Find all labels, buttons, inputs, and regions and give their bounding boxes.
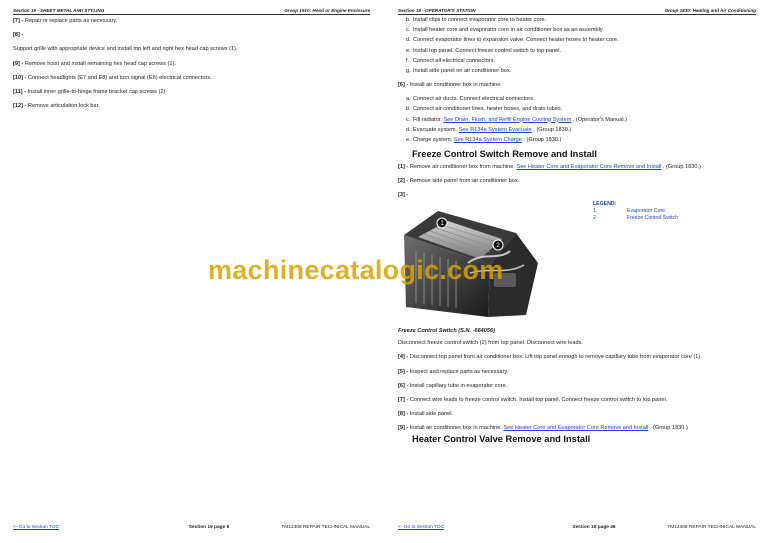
list-item: c. Fill radiator. See Drain, Flush, and Refill Engine Cooling System . (Operator's Manual.) — [406, 116, 628, 123]
page-header — [398, 8, 756, 15]
list-item: e. Install top panel. Connect freeze control switch to top panel. — [406, 47, 562, 54]
step: [9] - Remove hoist and install remaining hex head cap screws (1). — [13, 60, 176, 67]
manual-title: TM12408 REPAIR TECHNICAL MANUAL — [281, 525, 370, 530]
step: [9] - Install air conditioner box in machine. See Heater Core and Evaporator Core Remove and Install . (Group 1830.) — [398, 425, 688, 432]
list-item: a. Connect air ducts. Connect electrical connectors. — [406, 96, 535, 103]
manual-title: TM12408 REPAIR TECHNICAL MANUAL — [667, 525, 756, 530]
callout-2: 2 — [496, 243, 500, 250]
step: [10] - Connect headlights (E7 and E8) and turn signal (E6) electrical connectors. — [13, 74, 212, 81]
step: [6] - Install air conditioner box in machine. — [398, 81, 502, 88]
page-number: Section 19 page 9 — [188, 525, 230, 530]
page-number: Section 18 page 46 — [572, 525, 616, 530]
step: [4] - Disconnect top panel from air conditioner box. Lift top panel enough to remove capillary tube from evaporator core (1). — [398, 354, 702, 361]
section-heading: Freeze Control Switch Remove and Install — [412, 148, 597, 159]
cross-reference-link[interactable]: See R134a System Evacuate — [458, 126, 532, 133]
support-text: Support grille with appropriate device and install top left and right hex head cap screws (1). — [13, 46, 238, 53]
cross-reference-link[interactable]: See Heater Core and Evaporator Core Remove and Install — [503, 425, 649, 432]
cross-reference-link[interactable]: See Drain, Flush, and Refill Engine Cooling System — [443, 116, 572, 123]
section-toc-link[interactable]: <- Go to Section TOC — [398, 525, 445, 530]
step: [1] - Remove air conditioner box from machine. See Heater Core and Evaporator Core Remove and Install . (Group 1830.) — [398, 163, 701, 170]
header-group: Group 1830: Heating and Air Conditioning — [664, 8, 756, 13]
step: [8] - — [13, 32, 24, 39]
step: [8] - Install side panel. — [398, 411, 454, 418]
legend-item: 2 Freeze Control Switch — [593, 215, 679, 222]
page-footer — [13, 525, 370, 530]
list-item: e. Charge system. See R134a System Charge . (Group 1830.) — [406, 136, 562, 143]
page-header — [13, 8, 370, 15]
list-item: f. Connect all electrical connectors. — [406, 57, 496, 64]
list-item: b. Connect air conditioner lines, heater hoses, and drain tubes. — [406, 106, 563, 113]
list-item: d. Connect evaporator lines to expansion valve. Connect heater hoses to heater core. — [406, 37, 619, 44]
sub-list — [398, 17, 756, 75]
header-group: Group 1910: Hood or Engine Enclosure — [284, 8, 370, 13]
header-section: Section 19 - SHEET METAL AND STYLING — [13, 8, 105, 13]
step: [3] - — [398, 192, 409, 199]
section-toc-link[interactable]: <- Go to Section TOC — [13, 525, 60, 530]
list-item: c. Install heater core and evaporator core in air conditioner box as an assembly. — [406, 27, 604, 34]
step: [7] - Connect wire leads to freeze control switch. Install top panel. Connect freeze control switch to top panel. — [398, 397, 668, 403]
sub-list — [398, 96, 756, 144]
step: [7] - Repair or replace parts as necessary. — [13, 18, 118, 24]
list-item: d. Evacuate system. See R134a System Evacuate . (Group 1830.) — [406, 126, 572, 133]
legend-item: 1 Evaporator Core — [593, 208, 666, 215]
step: [5] - Inspect and replace parts as necessary. — [398, 368, 509, 375]
legend — [593, 201, 678, 222]
cross-reference-link[interactable]: See R134a System Charge — [453, 136, 522, 143]
header-section: Section 18 - OPERATOR'S STATION — [398, 8, 476, 13]
step: [2] - Remove side panel from air conditioner box. — [398, 178, 520, 185]
step: [11] - Install inner grille-to-hinge frame bracket cap screws (2). — [13, 88, 167, 95]
list-item: g. Install side panel on air conditioner box. — [406, 67, 512, 74]
section-heading: Heater Control Valve Remove and Install — [412, 434, 591, 445]
step: [12] - Remove articulation lock bar. — [13, 103, 100, 110]
legend-title: LEGEND: — [593, 201, 617, 208]
step: [6] - Install capillary tube in evaporator core. — [398, 382, 508, 389]
cross-reference-link[interactable]: See Heater Core and Evaporator Core Remove and Install — [516, 163, 662, 170]
watermark: machinecatalogic.com — [208, 255, 504, 285]
list-item: b. Install clips to connect evaporator core to heater core. — [406, 17, 547, 23]
callout-1: 1 — [440, 221, 444, 228]
instruction-text: Disconnect freeze control switch (2) from top panel. Disconnect wire leads. — [398, 340, 583, 347]
page-footer — [398, 525, 756, 530]
figure-caption: Freeze Control Switch (S.N. -664056) — [398, 328, 495, 335]
